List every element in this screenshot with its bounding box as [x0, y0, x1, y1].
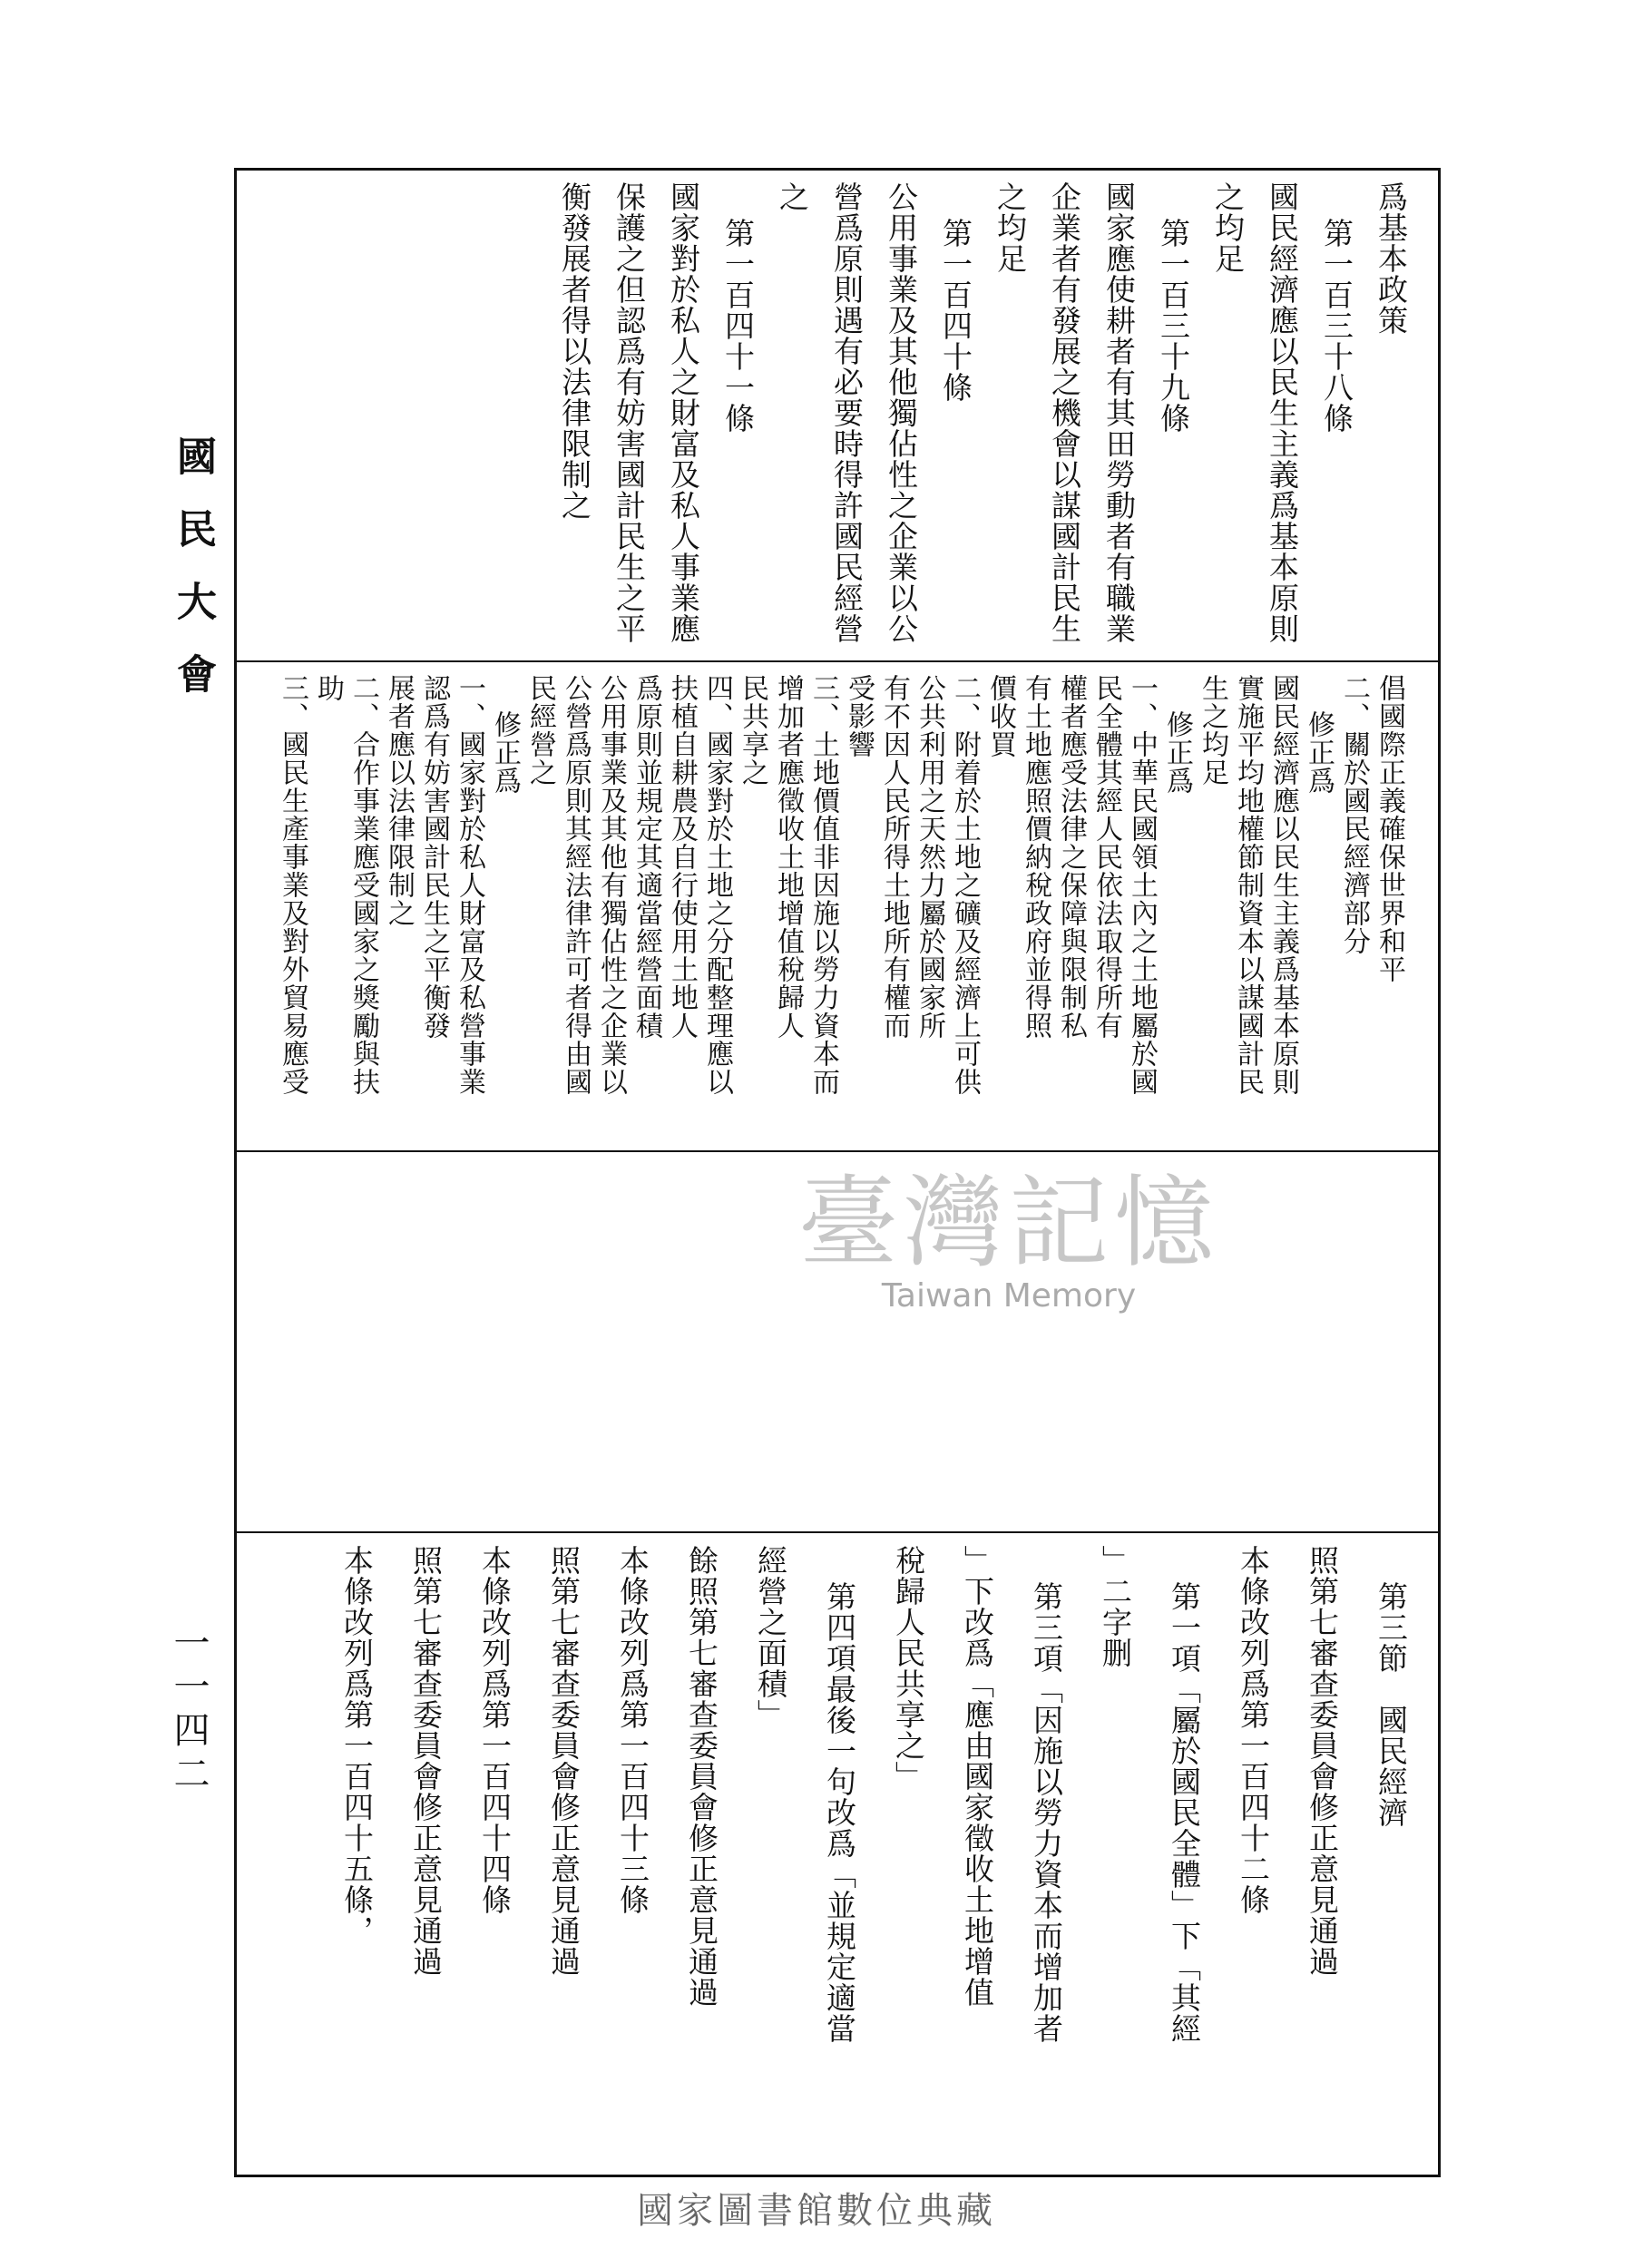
top-band-line: 爲基本政策 — [1374, 181, 1409, 336]
footer-caption: 國家圖書館數位典藏 — [637, 2190, 996, 2232]
divider-top — [237, 660, 1438, 662]
top-band-line: 之均足 — [1210, 181, 1246, 274]
bottom-band-line: 經營之面積」 — [753, 1545, 788, 1730]
middle-band-line: 四、國家對於土地之分配整理應以 — [701, 674, 733, 1096]
middle-band-line: 二、附着於土地之礦及經濟上可供 — [949, 674, 981, 1096]
bottom-band-line: 照第七審查委員會修正意見通過 — [408, 1545, 444, 1977]
top-band-line: 第一百三十八條 — [1319, 218, 1354, 434]
middle-band-line: 倡國際正義確保世界和平 — [1374, 674, 1405, 983]
middle-band-line: 認爲有妨害國計民生之平衡發 — [418, 674, 450, 1040]
top-band-line: 之均足 — [993, 181, 1028, 274]
middle-band-line: 展者應以法律限制之 — [383, 674, 415, 927]
middle-band-line: 價收買 — [984, 674, 1016, 758]
watermark-english: Taiwan Memory — [881, 1277, 1137, 1315]
top-band-line: 國民經濟應以民生主義爲基本原則 — [1265, 181, 1300, 644]
middle-band-line: 民全體其經人民依法取得所有 — [1090, 674, 1122, 1040]
bottom-band-line: 本條改列爲第一百四十四條 — [477, 1545, 513, 1915]
middle-band-line: 受影響 — [843, 674, 875, 758]
watermark — [798, 1143, 1219, 1315]
middle-band-line: 實施平均地權節制資本以謀國計民 — [1232, 674, 1264, 1096]
bottom-band-line: 第三節 國民經濟 — [1374, 1581, 1409, 1828]
bottom-band-line: 第四項最後一句改爲「並規定適當 — [822, 1581, 857, 2044]
middle-band-line: 三、土地價值非因施以勞力資本而 — [807, 674, 839, 1096]
middle-band-line: 爲原則並規定其適當經營面積 — [631, 674, 662, 1040]
middle-band-line: 國民經濟應以民生主義爲基本原則 — [1267, 674, 1299, 1096]
bottom-band-line: 本條改列爲第一百四十五條， — [339, 1545, 375, 1946]
middle-band-line: 修正爲 — [1161, 710, 1193, 795]
bottom-band-line: 稅歸人民共享之」 — [891, 1545, 926, 1792]
bottom-band-line: 本條改列爲第一百四十二條 — [1236, 1545, 1271, 1915]
bottom-band-line: 第三項「因施以勞力資本而增加者 — [1029, 1581, 1064, 2044]
top-band-line: 第一百三十九條 — [1156, 218, 1191, 434]
bottom-band-line: 照第七審查委員會修正意見通過 — [546, 1545, 582, 1977]
middle-band-line: 公營爲原則其經法律許可者得由國 — [560, 674, 592, 1096]
middle-band-line: 一、國家對於私人財富及私營事業 — [454, 674, 485, 1096]
top-band-line: 衡發展者得以法律限制之 — [557, 181, 592, 521]
middle-band-line: 民共享之 — [737, 674, 768, 787]
middle-band-line: 權者應受法律之保障與限制私 — [1055, 674, 1087, 1040]
top-band-line: 企業者有發展之機會以謀國計民生 — [1047, 181, 1082, 644]
bottom-band-line: 餘照第七審查委員會修正意見通過 — [684, 1545, 719, 2008]
middle-band-line: 二、關於國民經濟部分 — [1338, 674, 1370, 955]
page-number: 一一四二 — [168, 1624, 210, 1798]
middle-band-line: 公共利用之天然力屬於國家所 — [914, 674, 945, 1040]
middle-band-line: 二、合作事業應受國家之獎勵與扶 — [347, 674, 379, 1096]
middle-band-line: 公用事業及其他有獨佔性之企業以 — [595, 674, 627, 1096]
middle-band-line: 增加者應徵收土地增值稅歸人 — [772, 674, 804, 1040]
middle-band-line: 有不因人民所得土地所有權而 — [878, 674, 910, 1040]
top-band-line: 之 — [775, 181, 810, 212]
middle-band-line: 有土地應照價納稅政府並得照 — [1020, 674, 1051, 1040]
middle-band-line: 民經營之 — [524, 674, 556, 787]
bottom-band-line: 第一項「屬於國民全體」下「其經 — [1167, 1581, 1202, 2044]
top-band-line: 國家對於私人之財富及私人事業應 — [666, 181, 701, 644]
bottom-band-line: 照第七審查委員會修正意見通過 — [1305, 1545, 1340, 1977]
bottom-band-line: 本條改列爲第一百四十三條 — [615, 1545, 650, 1915]
middle-band-line: 扶植自耕農及自行使用土地人 — [666, 674, 698, 1040]
top-band-line: 國家應使耕者有其田勞動者有職業 — [1101, 181, 1137, 644]
bottom-band-line: 」二字删 — [1098, 1545, 1133, 1668]
top-band-line: 公用事業及其他獨佔性之企業以公 — [884, 181, 919, 644]
watermark-chinese: 臺灣記憶 — [798, 1165, 1219, 1281]
top-band-line: 保護之但認爲有妨害國計民生之平 — [611, 181, 647, 644]
divider-bottom — [237, 1531, 1438, 1533]
side-title: 國民大會 — [170, 435, 216, 726]
top-band-line: 營爲原則遇有必要時得許國民經營 — [829, 181, 865, 644]
middle-band-line: 修正爲 — [1303, 710, 1335, 795]
bottom-band-line: 」下改爲「應由國家徵收土地增值 — [960, 1545, 995, 2008]
middle-band-line: 三、國民生產事業及對外貿易應受 — [277, 674, 308, 1096]
middle-band-line: 修正爲 — [489, 710, 521, 795]
middle-band-line: 一、中華民國領土內之土地屬於國 — [1126, 674, 1158, 1096]
middle-band-line: 助 — [312, 674, 344, 702]
middle-band-line: 生之均足 — [1197, 674, 1228, 787]
top-band-line: 第一百四十一條 — [720, 218, 756, 434]
top-band-line: 第一百四十條 — [938, 218, 973, 403]
